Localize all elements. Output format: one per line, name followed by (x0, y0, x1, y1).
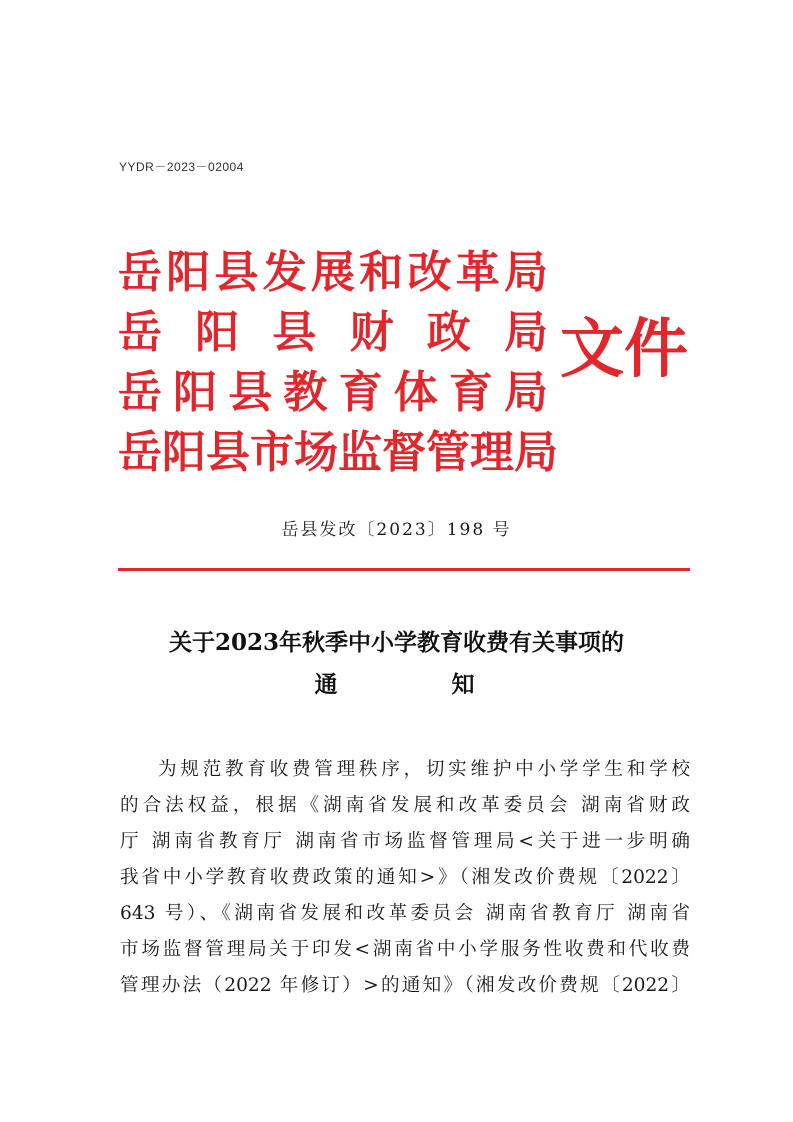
issuer-suffix: 文件 (560, 313, 688, 387)
red-divider (118, 568, 690, 571)
issuer-block (118, 243, 558, 483)
issuer-line: 岳阳县教育体育局 (118, 367, 548, 418)
title-word-a: 通 (314, 671, 342, 698)
title-line-2 (0, 664, 793, 706)
body-line: 为规范教育收费管理秩序，切实维护中小学学生和学校 (158, 759, 690, 780)
issuer-line: 岳阳县财政局 (118, 307, 548, 358)
document-code: YYDR－2023－02004 (119, 160, 244, 174)
body-text (120, 752, 690, 1004)
body-line: 的合法权益，根据《湖南省发展和改革委员会 湖南省财政 (120, 795, 690, 816)
body-line: 厅 湖南省教育厅 湖南省市场监督管理局<关于进一步明确 (120, 831, 690, 852)
body-line: 643 号）、《湖南省发展和改革委员会 湖南省教育厅 湖南省 (120, 903, 690, 924)
document-number: 岳县发改〔2023〕198 号 (281, 520, 512, 540)
document-title (0, 622, 793, 706)
issuer-line: 岳阳县市场监督管理局 (118, 427, 558, 478)
title-word-b: 知 (451, 671, 479, 698)
issuer-line: 岳阳县发展和改革局 (118, 247, 548, 298)
body-line: 我省中小学教育收费政策的通知>》（湘发改价费规〔2022〕 (120, 867, 690, 888)
title-line-1: 关于2023年秋季中小学教育收费有关事项的 (168, 629, 624, 656)
body-line: 管理办法（2022 年修订）>的通知》（湘发改价费规〔2022〕 (120, 975, 690, 996)
body-line: 市场监督管理局关于印发<湖南省中小学服务性收费和代收费 (120, 939, 690, 960)
